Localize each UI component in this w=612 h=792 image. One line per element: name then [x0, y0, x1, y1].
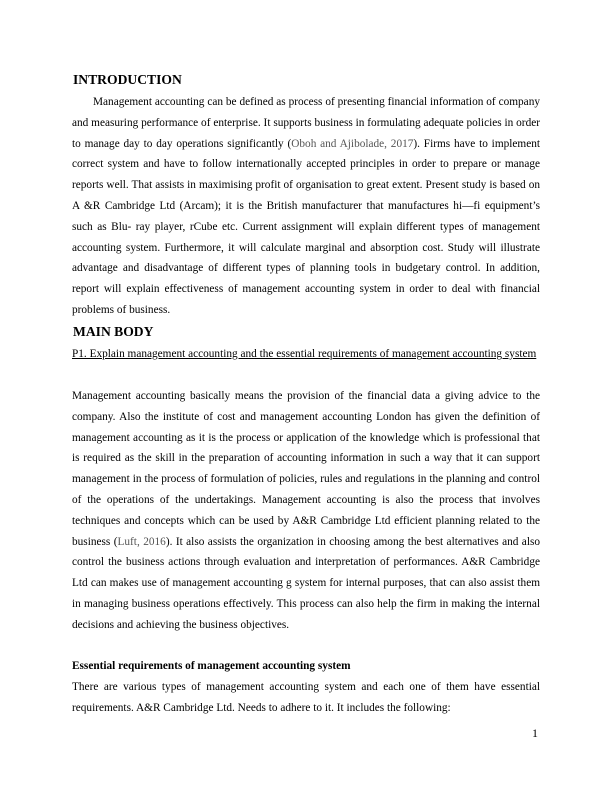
body-text-end: ). It also assists the organization in choosing among the best alternatives and also control the business actions through evaluation and interpretation of performances. A&R Cambridge Ltd can makes use of management accounting g system for internal purposes, that can also assist them in managing business operations effectively. This process can also help the firm in making the internal decisions and achieving the business objectives.	[72, 535, 541, 631]
intro-text-end: ). Firms have to implement correct system and have to follow internationally accepted principles in order to prepare or manage reports well. That assists in maximising profit of organisation to great extent. Present study is based on A &R Cambridge Ltd (Arcam); it is the British manufacturer that manufactures hi—fi equipment’s such as Blu- ray player, rCube etc. Current assignment will explain different types of management accounting system. Furthermore, it will calculate marginal and absorption cost. Study will illustrate advantage and disadvantage of different types of planning tools in budgetary control. In addition, report will explain effectiveness of management accounting system in order to deal with financial problems of business.	[72, 137, 540, 316]
management-accounting-paragraph	[72, 386, 540, 636]
section-p1-heading-text: P1. Explain management accounting and the essential requirements of management accounting system	[72, 348, 537, 360]
requirements-paragraph: There are various types of management accounting system and each one of them have essential requirements. A&R Cambridge Ltd. Needs to adhere to it. It includes the following:	[72, 681, 540, 714]
body-text-start: Management accounting basically means the provision of the financial data a giving advice to the company. Also the institute of cost and management accounting London has given the definition of management accounting as it is the process or application of the knowledge which is professional that is required as the skill in the preparation of accounting information in such a way that it can support management in the process of formulation of policies, rules and regulations in the planning and control of the operations of the undertakings. Management accounting is also the process that involves techniques and concepts which can be used by A&R Cambridge Ltd efficient planning related to the business (	[72, 390, 540, 548]
introduction-heading: INTRODUCTION	[73, 72, 182, 87]
page-number: 1	[532, 726, 538, 740]
section-p1-heading	[72, 344, 569, 365]
introduction-paragraph	[72, 92, 540, 321]
body-citation: Luft, 2016	[117, 535, 166, 548]
requirements-heading: Essential requirements of management accounting system	[72, 660, 351, 672]
intro-text-start: Management accounting can be defined as process of presenting financial information of company and measuring performance of enterprise. It supports business in formulating adequate policies in order to manage day to day operations significantly (	[72, 96, 540, 150]
intro-citation: Oboh and Ajibolade, 2017	[291, 137, 414, 150]
main-body-heading: MAIN BODY	[73, 324, 154, 339]
